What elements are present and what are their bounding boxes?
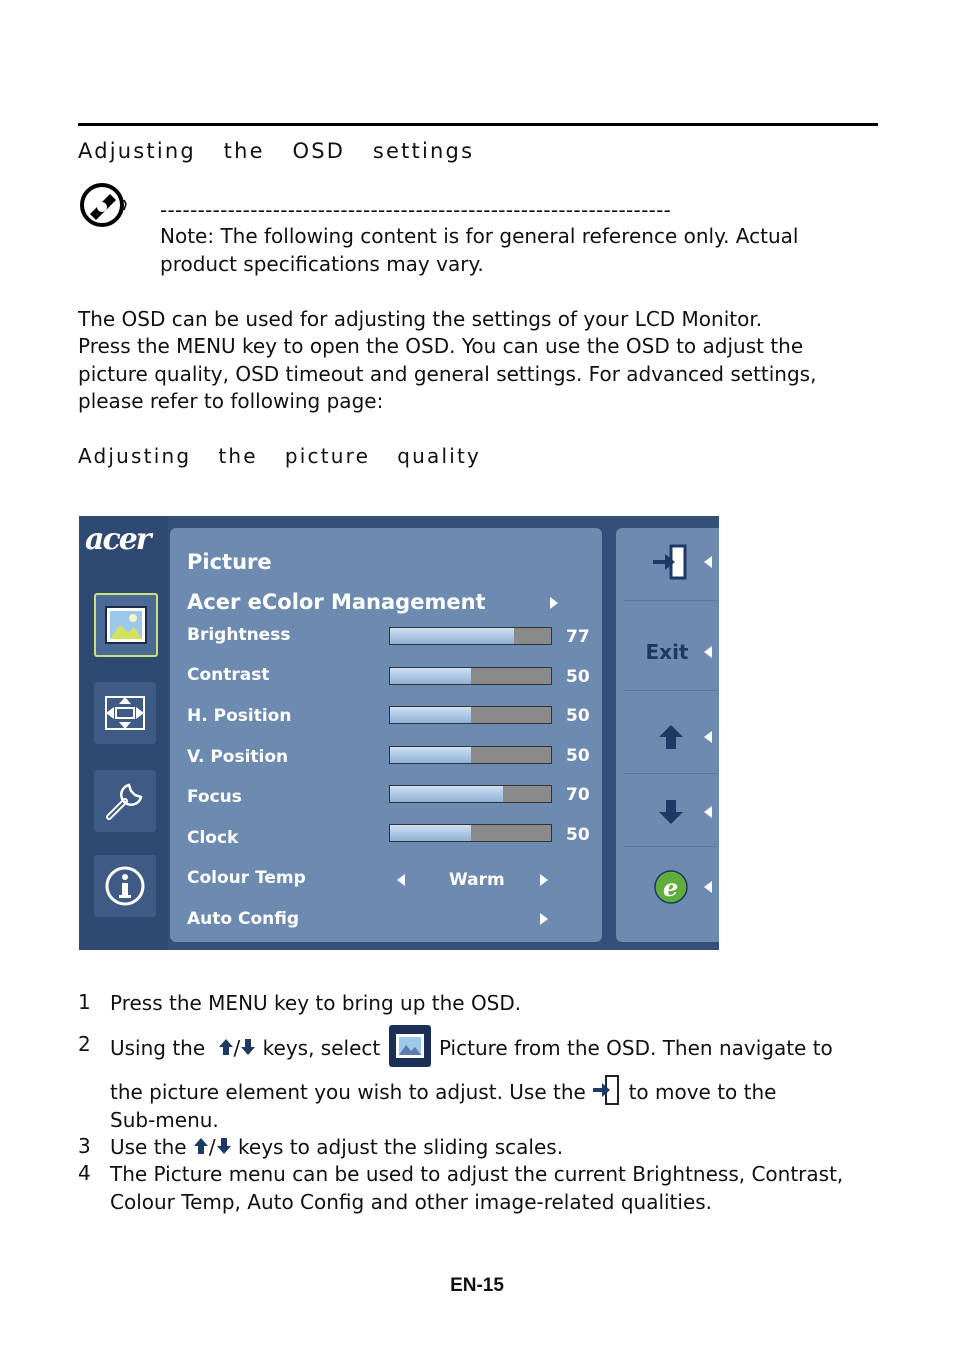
slider-fill: [390, 786, 503, 802]
auto-config-label: Auto Config: [187, 909, 300, 929]
slider-fill: [390, 747, 471, 763]
auto-config-arrow-right-icon[interactable]: [540, 913, 548, 925]
information-tab-icon[interactable]: [94, 855, 156, 917]
step-2-line-3: Sub-menu.: [110, 1108, 219, 1132]
down-arrow-icon: [216, 1135, 232, 1163]
focus-slider[interactable]: [389, 785, 552, 803]
exit-label: Exit: [645, 640, 689, 664]
up-indicator-icon: [704, 731, 712, 743]
intro-line-4: please refer to following page:: [78, 389, 384, 413]
up-arrow-icon: [218, 1036, 234, 1064]
slider-fill: [390, 668, 471, 684]
step-number: 2: [78, 1032, 91, 1056]
osd-tab-column: [79, 516, 168, 950]
note-line-1: Note: The following content is for general reference only. Actual: [160, 224, 799, 248]
osd-item-label: Focus: [187, 787, 242, 807]
note-line-2: product specifications may vary.: [160, 252, 484, 276]
colour-temp-left-icon[interactable]: [397, 874, 405, 886]
brightness-slider[interactable]: [389, 627, 552, 645]
acer-logo: acer: [85, 522, 150, 557]
slash: /: [208, 1135, 216, 1159]
key-divider: [624, 600, 718, 601]
clock-value: 50: [566, 825, 590, 845]
key-divider: [624, 773, 718, 774]
osd-panel-title: Picture: [187, 550, 272, 574]
settings-tab-icon[interactable]: [94, 770, 156, 832]
v-position-slider[interactable]: [389, 746, 552, 764]
down-arrow-icon: [240, 1036, 256, 1064]
down-indicator-icon: [704, 806, 712, 818]
step-text: keys, select: [262, 1036, 381, 1060]
h-position-slider[interactable]: [389, 706, 552, 724]
colour-temp-right-icon[interactable]: [540, 874, 548, 886]
osd-up-key[interactable]: [616, 703, 719, 771]
key-divider: [624, 846, 718, 847]
intro-line-2: Press the MENU key to open the OSD. You can use the OSD to adjust the: [78, 334, 804, 358]
picture-tab-icon[interactable]: [94, 593, 158, 657]
osd-item-label: V. Position: [187, 747, 289, 767]
osd-exit-key[interactable]: [616, 618, 719, 686]
section-title: Adjusting the OSD settings: [78, 139, 475, 163]
step-text: Use the: [110, 1135, 187, 1159]
osd-item-label: H. Position: [187, 706, 292, 726]
step-number: 4: [78, 1161, 91, 1185]
note-divider: --------------------------------------------------------------------: [160, 198, 672, 222]
v-position-value: 50: [566, 746, 590, 766]
step-text: Picture from the OSD. Then navigate to: [438, 1036, 833, 1060]
osd-down-key[interactable]: [616, 778, 719, 846]
down-arrow-icon: [656, 797, 686, 827]
colour-temp-value: Warm: [449, 870, 505, 890]
step-4-line-2: Colour Temp, Auto Config and other image-related qualities.: [110, 1190, 713, 1214]
svg-text:e: e: [663, 873, 679, 902]
osd-submenu-ecolor[interactable]: Acer eColor Management: [187, 590, 486, 614]
contrast-slider[interactable]: [389, 667, 552, 685]
contrast-value: 50: [566, 667, 590, 687]
step-number: 1: [78, 990, 91, 1014]
clock-slider[interactable]: [389, 824, 552, 842]
subsection-title: Adjusting the picture quality: [78, 444, 482, 468]
enter-icon: [651, 542, 691, 582]
key-divider: [624, 690, 718, 691]
step-1-text: Press the MENU key to bring up the OSD.: [110, 991, 522, 1015]
focus-value: 70: [566, 785, 590, 805]
h-position-value: 50: [566, 706, 590, 726]
osd-item-label: Clock: [187, 828, 239, 848]
step-text: keys to adjust the sliding scales.: [238, 1135, 564, 1159]
osd-key-panel: [616, 528, 719, 942]
step-2-line-1: [110, 1025, 833, 1074]
osd-ecolor-key[interactable]: [616, 853, 719, 921]
slider-fill: [390, 628, 514, 644]
ecolor-indicator-icon: [704, 881, 712, 893]
colour-temp-label: Colour Temp: [187, 868, 306, 888]
osd-item-label: Contrast: [187, 665, 270, 685]
intro-line-1: The OSD can be used for adjusting the settings of your LCD Monitor.: [78, 307, 763, 331]
osd-picture-panel: [170, 528, 602, 942]
exit-indicator-icon: [704, 646, 712, 658]
display-position-tab-icon[interactable]: [94, 682, 156, 744]
step-4-line-1: The Picture menu can be used to adjust the current Brightness, Contrast,: [110, 1162, 844, 1186]
page-number: EN-15: [450, 1275, 504, 1296]
intro-line-3: picture quality, OSD timeout and general settings. For advanced settings,: [78, 362, 817, 386]
step-text: to move to the: [628, 1080, 777, 1104]
step-3-text: [110, 1133, 563, 1163]
step-text: Using the: [110, 1036, 206, 1060]
note-icon: [80, 182, 128, 232]
slider-fill: [390, 707, 471, 723]
top-rule: [78, 123, 878, 126]
enter-indicator-icon: [704, 556, 712, 568]
osd-screenshot: [79, 516, 719, 950]
slash: /: [233, 1036, 241, 1060]
osd-enter-key[interactable]: [616, 528, 719, 596]
brightness-value: 77: [566, 627, 590, 647]
osd-item-label: Brightness: [187, 625, 291, 645]
empowering-e-icon: [653, 869, 689, 905]
step-text: the picture element you wish to adjust. Use the: [110, 1080, 586, 1104]
picture-icon: [389, 1025, 431, 1074]
ecolor-arrow-right-icon[interactable]: [550, 597, 558, 609]
up-arrow-icon: [193, 1135, 209, 1163]
enter-icon: [592, 1074, 622, 1113]
step-number: 3: [78, 1134, 91, 1158]
up-arrow-icon: [656, 722, 686, 752]
slider-fill: [390, 825, 471, 841]
